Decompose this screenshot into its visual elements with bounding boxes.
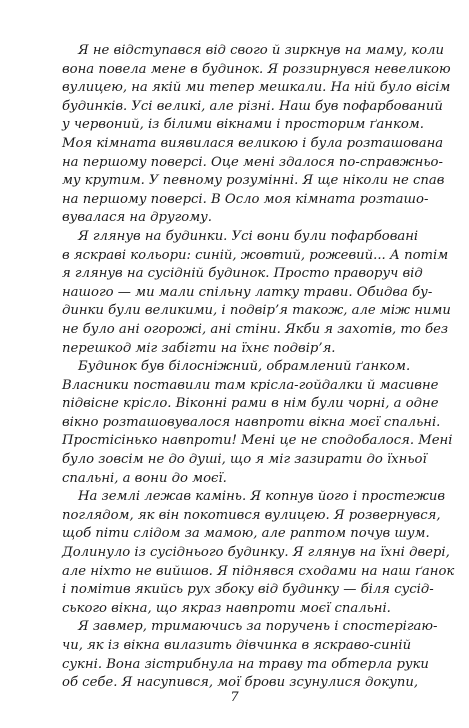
text-line: Будинок був білосніжний, обрамлений ґанком.	[78, 359, 411, 375]
text-line: вікно розташовувалося навпроти вікна моєї спальні.	[62, 414, 441, 430]
text-line: щоб піти слідом за мамою, але раптом почув шум.	[62, 526, 430, 542]
text-line: але ніхто не вийшов. Я піднявся сходами на наш ґанок	[62, 563, 455, 579]
text-line: Я не відступався від свого й зиркнув на маму, коли	[78, 43, 444, 58]
text-line: чи, як із вікна вилазить дівчинка в яскраво-синій	[62, 638, 412, 653]
text-line: нашого — ми мали спільну латку трави. Обидва бу-	[62, 284, 433, 300]
text-line: поглядом, як він покотився вулицею. Я розвернувся,	[62, 507, 441, 523]
body-text	[62, 42, 455, 693]
paragraph	[62, 358, 453, 488]
paragraph	[62, 488, 455, 618]
text-line: об себе. Я насупився, мої брови зсунулися докупи,	[62, 675, 419, 691]
text-line: спальні, а вони до моєї.	[62, 470, 227, 486]
page-number: 7	[230, 690, 239, 705]
paragraph	[62, 228, 451, 358]
text-line: сукні. Вона зістрибнула на траву та обтерла руки	[62, 656, 429, 672]
paragraph	[62, 618, 438, 692]
text-line: вулицею, на якій ми тепер мешкали. На ній було вісім	[62, 80, 451, 96]
text-line: і помітив якийсь рух збоку від будинку — біля сусід-	[62, 582, 434, 598]
text-line: підвісне крісло. Віконні рами в нім були чорні, а одне	[62, 396, 439, 412]
text-line: не було ані огорожі, ані стіни. Якби я захотів, то без	[62, 321, 449, 337]
text-line: Я глянув на будинки. Усі вони були пофарбовані	[78, 228, 419, 244]
text-line: Я завмер, тримаючись за поручень і спостерігаю-	[78, 619, 438, 635]
text-line: на першому поверсі. В Осло моя кімната розташо-	[62, 191, 429, 207]
text-line: в яскраві кольори: синій, жовтий, рожевий... А потім	[62, 247, 449, 263]
text-line: вона повела мене в будинок. Я роззирнувся невеликою	[62, 61, 451, 77]
text-line: Власники поставили там крісла-гойдалки й масивне	[62, 377, 439, 393]
text-line: На землі лежав камінь. Я копнув його і простежив	[78, 489, 446, 505]
text-line: я глянув на сусідній будинок. Просто праворуч від	[62, 266, 423, 282]
text-line: вувалася на другому.	[62, 210, 213, 226]
text-line: динки були великими, і подвір’я також, але між ними	[62, 303, 451, 319]
text-line: будинків. Усі великі, але різні. Наш був пофарбований	[62, 98, 443, 114]
text-line: Долинуло із сусіднього будинку. Я глянув на їхні двері,	[62, 545, 450, 561]
text-line: му крутим. У певному розумінні. Я ще ніколи не спав	[62, 173, 445, 189]
paragraph	[62, 42, 451, 228]
text-line: ського вікна, що якраз навпроти моєї спальні.	[62, 600, 391, 616]
text-line: на першому поверсі. Оце мені здалося по-справжньо-	[62, 154, 443, 170]
text-line: Простісінько навпроти! Мені це не сподобалося. Мені	[62, 433, 453, 449]
text-line: Моя кімната виявилася великою і була розташована	[62, 135, 444, 151]
text-line: перешкод міг забігти на їхнє подвір’я.	[62, 340, 336, 356]
text-line: було зовсім не до душі, що я міг зазирати до їхньої	[62, 452, 427, 468]
text-line: у червоний, із білими вікнами і просторим ґанком.	[62, 117, 424, 133]
